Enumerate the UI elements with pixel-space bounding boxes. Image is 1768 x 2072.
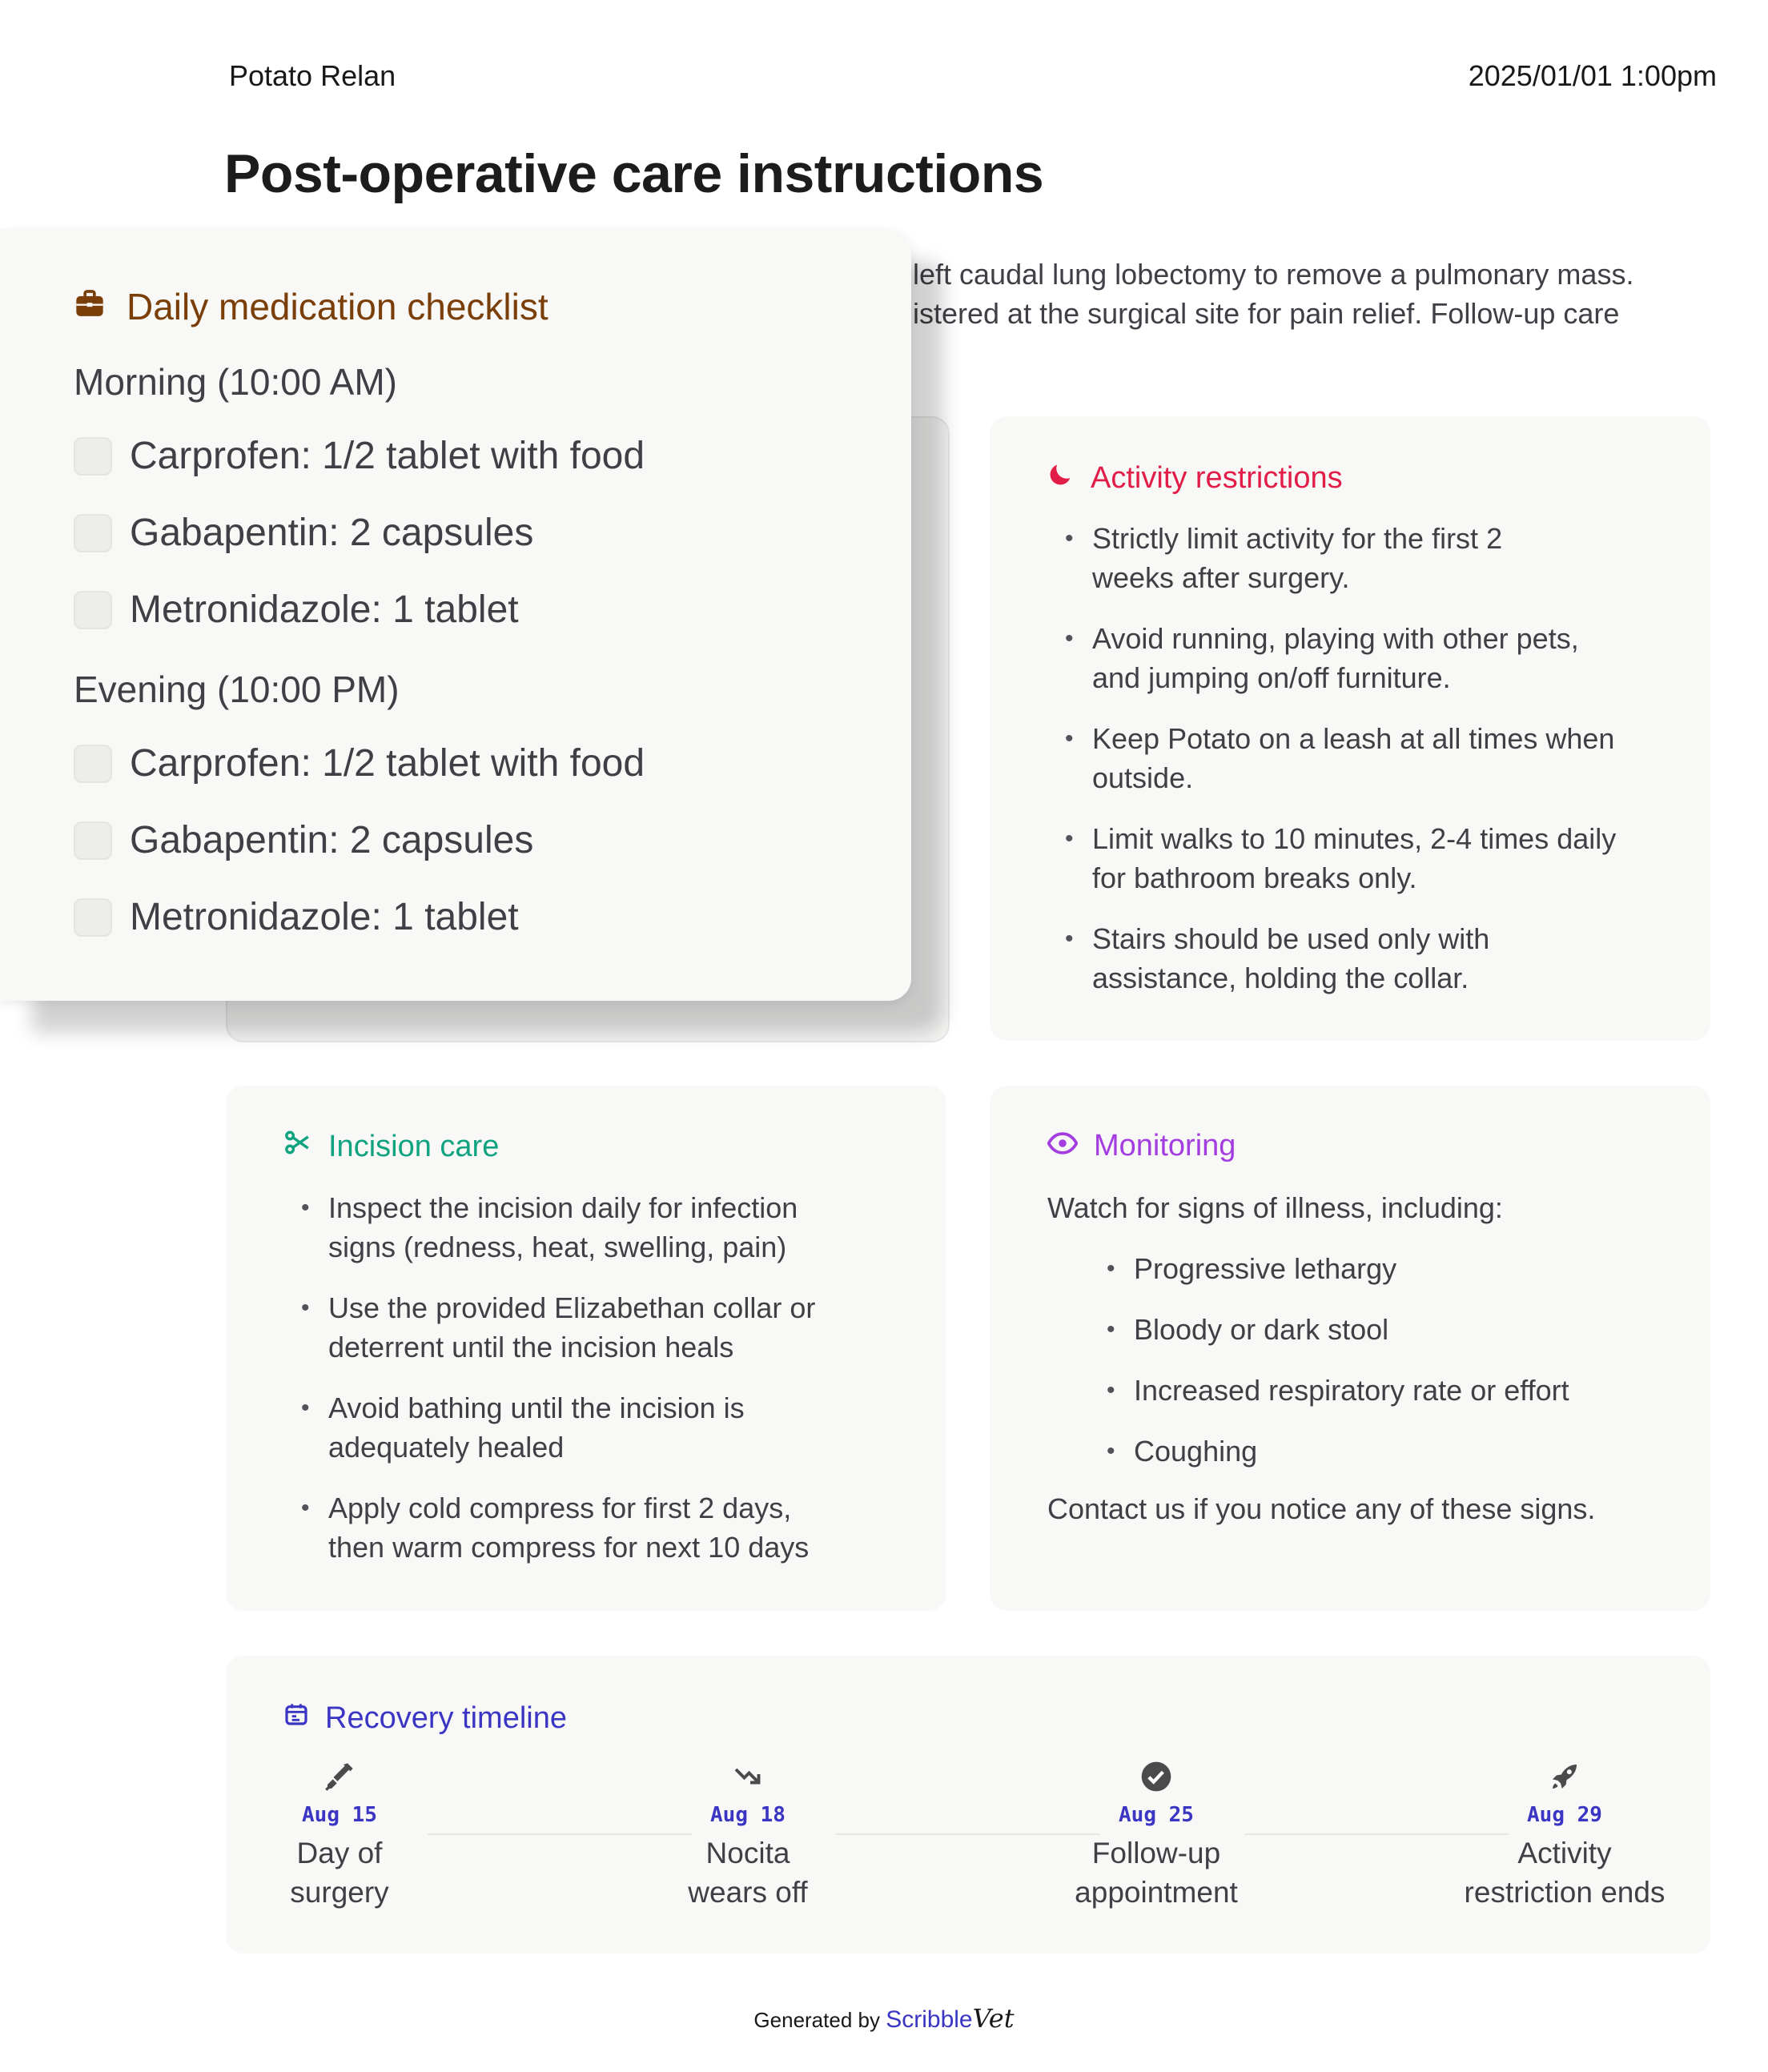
list-item: • Limit walks to 10 minutes, 2-4 times daily for bathroom breaks only. <box>1092 819 1749 897</box>
list-item: • Stairs should be used only with assistance, holding the collar. <box>1092 919 1749 998</box>
timeline-step <box>227 1758 452 1912</box>
checklist-item-label: Carprofen: 1/2 tablet with food <box>130 742 645 785</box>
checklist-item-label: Gabapentin: 2 capsules <box>130 512 534 554</box>
page-title: Post-operative care instructions <box>224 143 1044 204</box>
calendar-icon <box>283 1701 309 1736</box>
intro-line-1: left caudal lung lobectomy to remove a pulmonary mass. <box>913 258 1634 291</box>
timeline-step <box>1044 1758 1268 1912</box>
incision-care-card <box>226 1086 946 1611</box>
morning-label: Morning (10:00 AM) <box>74 361 397 403</box>
incision-title <box>283 1129 499 1164</box>
activity-restrictions-card <box>990 416 1710 1041</box>
timeline-label: Follow-up appointment <box>1075 1837 1238 1909</box>
checkbox[interactable] <box>74 821 112 860</box>
list-item: • Increased respiratory rate or effort <box>1134 1371 1704 1410</box>
timeline-title <box>283 1701 567 1736</box>
timeline-date: Aug 25 <box>1119 1803 1194 1827</box>
timeline-date: Aug 29 <box>1527 1803 1602 1827</box>
monitoring-title <box>1047 1129 1236 1163</box>
timeline-step <box>1453 1758 1677 1912</box>
footer <box>0 2003 1768 2034</box>
moon-icon <box>1047 460 1075 496</box>
checklist-item[interactable] <box>74 511 533 555</box>
report-datetime: 2025/01/01 1:00pm <box>1468 59 1717 92</box>
list-item: • Inspect the incision daily for infection signs (redness, heat, swelling, pain) <box>328 1188 985 1267</box>
list-item: • Keep Potato on a leash at all times when outside. <box>1092 719 1749 797</box>
timeline-step <box>636 1758 860 1912</box>
list-item: • Bloody or dark stool <box>1134 1310 1704 1349</box>
checkbox[interactable] <box>74 437 112 476</box>
trend-down-icon <box>636 1758 860 1795</box>
checklist-item-label: Metronidazole: 1 tablet <box>130 588 519 631</box>
medication-checklist-popup[interactable] <box>0 229 911 1001</box>
patient-name: Potato Relan <box>229 59 396 92</box>
checkbox[interactable] <box>74 591 112 629</box>
checklist-item[interactable] <box>74 741 645 785</box>
list-item: • Apply cold compress for first 2 days, then warm compress for next 10 days <box>328 1488 985 1567</box>
evening-label: Evening (10:00 PM) <box>74 669 400 710</box>
activity-title <box>1047 460 1343 496</box>
checklist-item[interactable] <box>74 588 519 632</box>
checklist-item[interactable] <box>74 434 645 478</box>
checkbox[interactable] <box>74 514 112 552</box>
monitoring-body <box>1047 1188 1704 1528</box>
monitoring-title-label: Monitoring <box>1094 1129 1236 1162</box>
checklist-item[interactable] <box>74 895 519 939</box>
brand-logo-suffix[interactable]: Vet <box>972 2003 1015 2034</box>
briefcase-medical-icon <box>74 285 106 328</box>
monitoring-lead: Watch for signs of illness, including: <box>1047 1191 1503 1224</box>
checklist-item-label: Carprofen: 1/2 tablet with food <box>130 435 645 477</box>
list-item: • Coughing <box>1134 1432 1704 1471</box>
monitoring-list <box>1047 1249 1704 1471</box>
checkbox[interactable] <box>74 898 112 937</box>
scissors-icon <box>283 1129 312 1164</box>
list-item: • Strictly limit activity for the first 2 weeks after surgery. <box>1092 519 1749 597</box>
timeline-date: Aug 15 <box>302 1803 377 1827</box>
timeline-label: Nocita wears off <box>688 1837 808 1909</box>
rocket-icon <box>1453 1758 1677 1795</box>
list-item: • Avoid running, playing with other pets, and jumping on/off furniture. <box>1092 619 1749 697</box>
timeline-title-label: Recovery timeline <box>325 1701 567 1735</box>
checklist-title-label: Daily medication checklist <box>127 286 548 327</box>
eye-icon <box>1047 1129 1078 1163</box>
monitoring-card <box>990 1086 1710 1611</box>
list-item: • Progressive lethargy <box>1134 1249 1704 1288</box>
intro-line-2: istered at the surgical site for pain relief. Follow-up care <box>913 297 1620 330</box>
check-circle-icon <box>1044 1758 1268 1795</box>
activity-title-label: Activity restrictions <box>1091 460 1343 495</box>
activity-list <box>1047 519 1749 1019</box>
incision-title-label: Incision care <box>328 1129 500 1163</box>
timeline-label: Activity restriction ends <box>1464 1837 1666 1909</box>
list-item: • Avoid bathing until the incision is adequately healed <box>328 1388 985 1467</box>
checklist-item-label: Gabapentin: 2 capsules <box>130 819 534 861</box>
incision-list <box>283 1188 985 1588</box>
checklist-item-label: Metronidazole: 1 tablet <box>130 896 519 938</box>
monitoring-closing: Contact us if you notice any of these signs. <box>1047 1492 1596 1525</box>
checklist-title <box>74 285 548 328</box>
brand-logo-text[interactable]: Scribble <box>886 2006 973 2033</box>
timeline-date: Aug 18 <box>710 1803 786 1827</box>
footer-prefix: Generated by <box>753 2008 880 2032</box>
list-item: • Use the provided Elizabethan collar or deterrent until the incision heals <box>328 1288 985 1367</box>
checklist-item[interactable] <box>74 818 533 862</box>
intro-text <box>913 255 1730 333</box>
recovery-timeline-card <box>226 1656 1710 1954</box>
timeline-label: Day of surgery <box>290 1837 389 1909</box>
syringe-icon <box>227 1758 452 1795</box>
checkbox[interactable] <box>74 745 112 783</box>
